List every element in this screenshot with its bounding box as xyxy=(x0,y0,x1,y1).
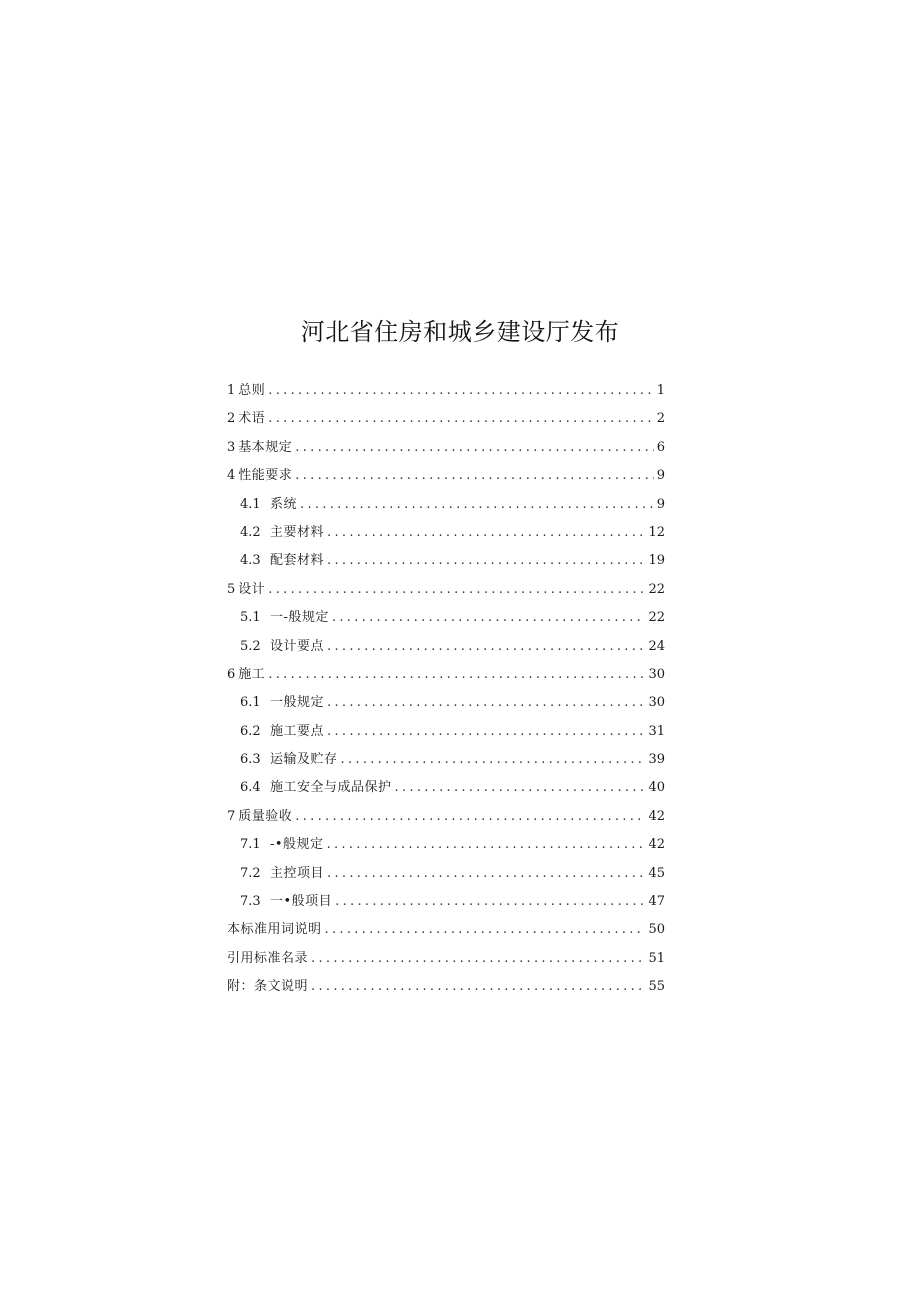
toc-entry-label: 施工要点 xyxy=(270,723,325,739)
toc-entry-page: 2 xyxy=(656,411,665,427)
dot-leader xyxy=(327,860,645,888)
toc-entry-number: 7.3 xyxy=(240,894,261,910)
page-title: 河北省住房和城乡建设厅发布 xyxy=(300,318,620,346)
toc-entry[interactable] xyxy=(227,547,665,575)
toc-entry[interactable] xyxy=(227,377,665,405)
dot-leader xyxy=(327,519,645,547)
toc-entry-label: 术语 xyxy=(238,411,266,427)
toc-entry[interactable] xyxy=(227,803,665,831)
toc-entry[interactable] xyxy=(227,633,665,661)
toc-entry-page: 9 xyxy=(656,496,665,512)
toc-entry-page: 42 xyxy=(648,808,665,824)
toc-entry[interactable] xyxy=(227,689,665,717)
toc-entry-label: -•般规定 xyxy=(270,837,324,853)
dot-leader xyxy=(327,831,646,859)
toc-entry-number: 6.2 xyxy=(240,723,261,739)
toc-entry-page: 30 xyxy=(648,695,665,711)
toc-entry-number: 7 xyxy=(227,808,236,824)
toc-entry-number: 7.2 xyxy=(240,865,261,881)
dot-leader xyxy=(300,491,654,519)
dot-leader xyxy=(327,718,645,746)
toc-entry-number: 4.2 xyxy=(240,524,261,540)
toc-entry-label: 设计 xyxy=(238,581,266,597)
dot-leader xyxy=(335,888,645,916)
toc-entry-page: 40 xyxy=(648,780,665,796)
toc-entry[interactable] xyxy=(227,916,665,944)
toc-entry[interactable] xyxy=(227,519,665,547)
toc-entry-number: 6.1 xyxy=(240,695,261,711)
toc-entry-page: 39 xyxy=(648,752,665,768)
toc-entry[interactable] xyxy=(227,661,665,689)
toc-entry-number: 5.1 xyxy=(240,610,261,626)
toc-entry-label: 本标准用词说明 xyxy=(227,922,322,938)
toc-entry-label: 引用标准名录 xyxy=(227,950,309,966)
toc-entry-page: 24 xyxy=(648,638,665,654)
toc-entry-page: 9 xyxy=(656,468,665,484)
toc-entry-page: 55 xyxy=(648,979,665,995)
toc-entry[interactable] xyxy=(227,718,665,746)
toc-entry-label: 质量验收 xyxy=(238,808,293,824)
toc-entry-label: 运输及贮存 xyxy=(270,752,338,768)
toc-entry[interactable] xyxy=(227,888,665,916)
toc-entry-label: 附：条文说明 xyxy=(227,979,309,995)
toc-entry-number: 7.1 xyxy=(240,837,261,853)
toc-entry-page: 45 xyxy=(648,865,665,881)
toc-entry-number: 2 xyxy=(227,411,236,427)
toc-entry[interactable] xyxy=(227,604,665,632)
dot-leader xyxy=(295,462,653,490)
toc-entry-number: 4.3 xyxy=(240,553,261,569)
dot-leader xyxy=(311,945,645,973)
toc-entry[interactable] xyxy=(227,746,665,774)
dot-leader xyxy=(327,633,645,661)
toc-entry-label: 施工安全与成品保护 xyxy=(270,780,392,796)
toc-entry[interactable] xyxy=(227,831,665,859)
toc-entry-number: 6 xyxy=(227,666,236,682)
toc-entry-label: 系统 xyxy=(270,496,298,512)
toc-entry[interactable] xyxy=(227,462,665,490)
toc-entry-page: 30 xyxy=(648,666,665,682)
toc-entry[interactable] xyxy=(227,945,665,973)
toc-entry-page: 31 xyxy=(648,723,665,739)
dot-leader xyxy=(325,916,646,944)
toc-entry-number: 6.4 xyxy=(240,780,261,796)
toc-entry-label: 施工 xyxy=(238,666,266,682)
toc-entry-page: 51 xyxy=(648,950,665,966)
toc-entry[interactable] xyxy=(227,405,665,433)
toc-entry-page: 42 xyxy=(648,837,665,853)
toc-entry-number: 4.1 xyxy=(240,496,261,512)
toc-entry-label: 一般规定 xyxy=(270,695,325,711)
toc-entry-number: 3 xyxy=(227,439,236,455)
toc-entry-number: 6.3 xyxy=(240,752,261,768)
toc-entry-label: 一•般项目 xyxy=(270,894,333,910)
dot-leader xyxy=(341,746,646,774)
dot-leader xyxy=(268,576,645,604)
toc-entry-label: 配套材料 xyxy=(270,553,325,569)
toc-entry[interactable] xyxy=(227,860,665,888)
toc-entry-page: 47 xyxy=(648,894,665,910)
toc-entry-number: 4 xyxy=(227,468,236,484)
toc-entry-page: 50 xyxy=(648,922,665,938)
toc-entry-label: 主要材料 xyxy=(270,524,325,540)
toc-entry-number: 1 xyxy=(227,383,236,398)
dot-leader xyxy=(395,774,646,802)
toc-entry[interactable] xyxy=(227,576,665,604)
toc-entry[interactable] xyxy=(227,774,665,802)
toc-entry[interactable] xyxy=(227,973,665,1001)
toc-entry-label: 总则 xyxy=(238,383,266,398)
dot-leader xyxy=(295,434,653,462)
dot-leader xyxy=(311,973,645,1001)
dot-leader xyxy=(268,661,645,689)
dot-leader xyxy=(295,803,645,831)
toc-entry-label: 性能要求 xyxy=(238,468,293,484)
toc-entry-page: 19 xyxy=(648,553,665,569)
dot-leader xyxy=(327,547,645,575)
toc-entry-label: 一-般规定 xyxy=(270,610,329,626)
toc-entry-page: 22 xyxy=(648,581,665,597)
toc-entry-page: 1 xyxy=(656,383,665,398)
toc-entry-number: 5.2 xyxy=(240,638,261,654)
dot-leader xyxy=(332,604,646,632)
toc-entry-label: 设计要点 xyxy=(270,638,325,654)
toc-entry-number: 5 xyxy=(227,581,236,597)
toc-entry-page: 12 xyxy=(648,524,665,540)
toc-entry-label: 主控项目 xyxy=(270,865,325,881)
toc-entry-page: 22 xyxy=(648,610,665,626)
dot-leader xyxy=(327,689,645,717)
toc-entry-label: 基本规定 xyxy=(238,439,293,455)
dot-leader xyxy=(268,405,653,433)
table-of-contents xyxy=(227,377,665,1002)
dot-leader xyxy=(268,377,653,405)
toc-entry-page: 6 xyxy=(656,439,665,455)
toc-entry[interactable] xyxy=(227,434,665,462)
toc-entry[interactable] xyxy=(227,491,665,519)
